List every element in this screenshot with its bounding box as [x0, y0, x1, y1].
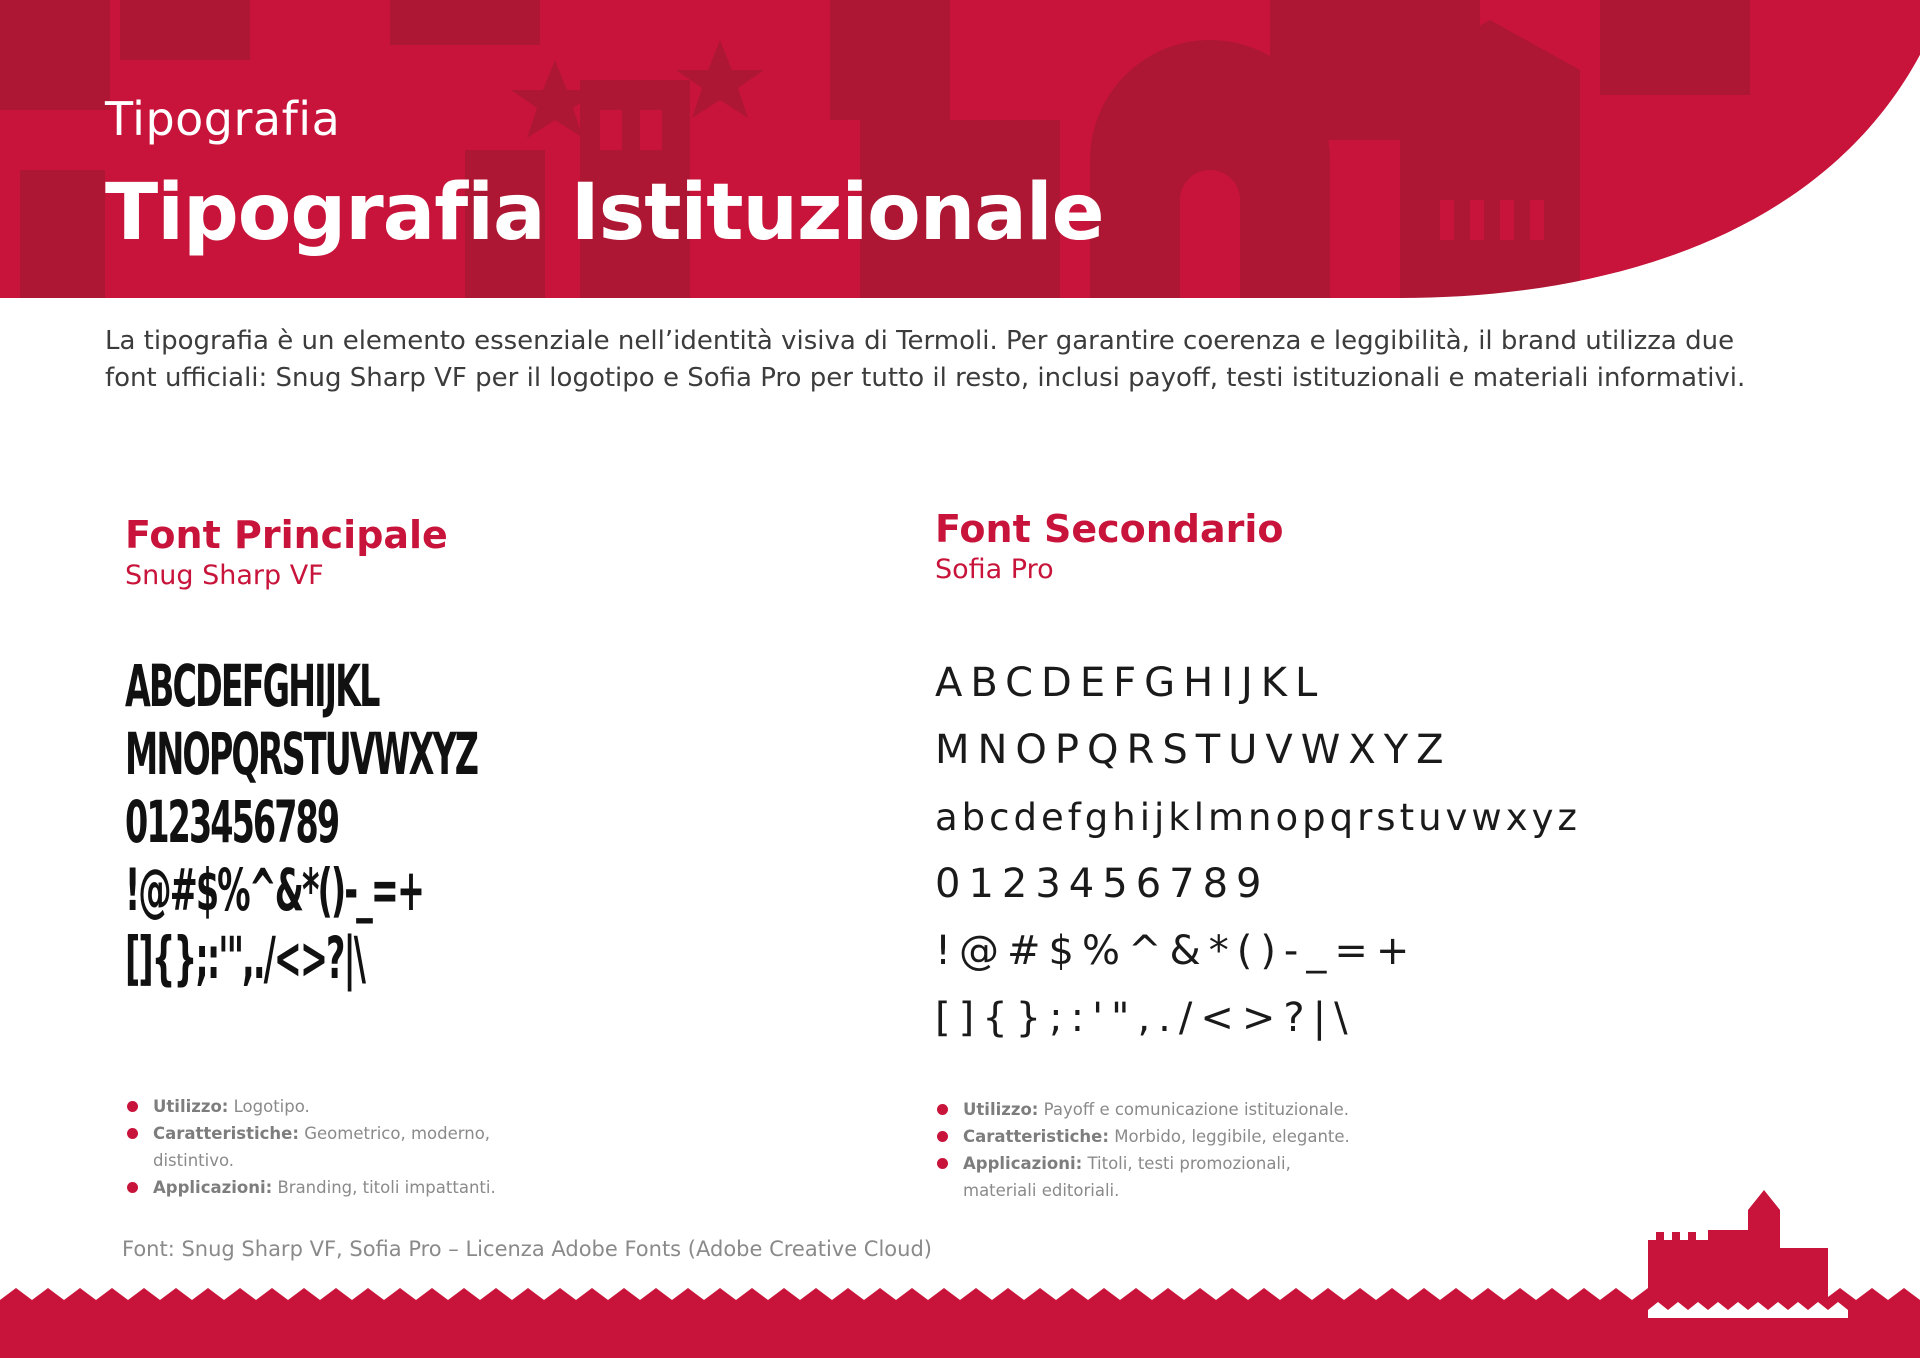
glyph-row: []{};:'",./<>?|\ [125, 924, 365, 992]
glyph-row: ABCDEFGHIJKL [935, 660, 1326, 706]
primary-feature-list [125, 1093, 505, 1201]
secondary-glyph-specimen [935, 650, 1581, 1052]
glyph-row: 0123456789 [125, 788, 339, 856]
glyph-row: !@#$%^&*()-_=+ [125, 856, 424, 924]
feature-item: Utilizzo: Payoff e comunicazione istituzionale. [935, 1096, 1355, 1123]
feature-item: Applicazioni: Titoli, testi promozionali, materiali editoriali. [935, 1150, 1355, 1204]
glyph-row: MNOPQRSTUVWXYZ [935, 727, 1452, 773]
primary-font-header [125, 512, 448, 594]
footer-wave-skyline [0, 1190, 1920, 1358]
secondary-font-header [935, 506, 1284, 588]
secondary-feature-list [935, 1096, 1355, 1204]
castle-icon [1648, 1190, 1828, 1300]
bullet-icon [937, 1131, 948, 1142]
feature-item: Caratteristiche: Morbido, leggibile, elegante. [935, 1123, 1355, 1150]
secondary-font-name: Sofia Pro [935, 554, 1054, 585]
secondary-font-heading: Font Secondario [935, 507, 1284, 551]
primary-glyph-specimen [125, 652, 675, 992]
glyph-row: !@#$%^&*()-_=+ [935, 928, 1418, 974]
bullet-icon [127, 1101, 138, 1112]
feature-item: Applicazioni: Branding, titoli impattanti. [125, 1174, 505, 1201]
bullet-icon [937, 1104, 948, 1115]
bullet-icon [937, 1158, 948, 1169]
intro-paragraph: La tipografia è un elemento essenziale nell’identità visiva di Termoli. Per garantire coerenza e leggibilità, il brand utilizza due font ufficiali: Snug Sharp VF per il logotipo e Sofia Pro per tutto il resto, inclusi payoff, testi istituzionali e materiali informativi. [105, 326, 1746, 393]
feature-item: Utilizzo: Logotipo. [125, 1093, 505, 1120]
page-title: Tipografia Istituzionale [105, 168, 1104, 258]
section-kicker: Tipografia [105, 92, 341, 146]
primary-font-heading: Font Principale [125, 513, 448, 557]
glyph-row: ABCDEFGHIJKL [125, 652, 379, 720]
primary-font-name: Snug Sharp VF [125, 560, 324, 591]
glyph-row: 0123456789 [935, 861, 1270, 907]
glyph-row: abcdefghijklmnopqrstuvwxyz [935, 796, 1581, 839]
glyph-row: []{};:'",./<>?|\ [935, 995, 1356, 1041]
glyph-row: MNOPQRSTUVWXYZ [125, 720, 478, 788]
font-license-credit: Font: Snug Sharp VF, Sofia Pro – Licenza Adobe Fonts (Adobe Creative Cloud) [122, 1237, 932, 1261]
bullet-icon [127, 1128, 138, 1139]
header-banner [0, 0, 1920, 300]
feature-item: Caratteristiche: Geometrico, moderno, distintivo. [125, 1120, 505, 1174]
